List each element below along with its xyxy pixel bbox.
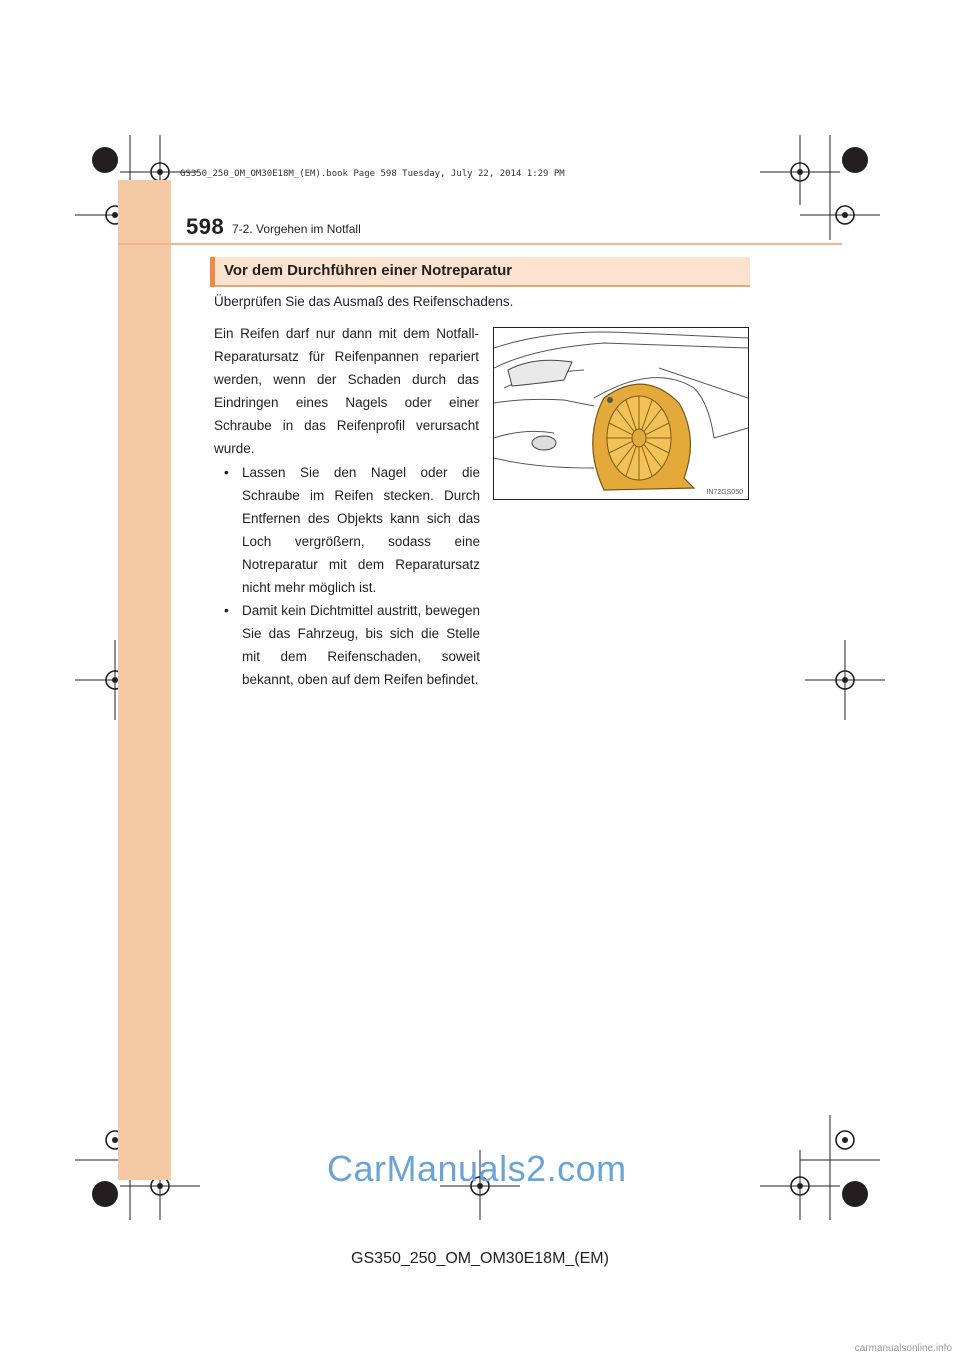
bullet-text: Lassen Sie den Nagel oder die Schraube im Reifen stecken. Durch Entfernen des Objekts kann sich das Loch vergrößern, sodass eine Notreparatur mit dem Reparatursatz nicht mehr möglich ist. bbox=[242, 465, 480, 595]
bullet-list bbox=[214, 461, 480, 691]
chapter-sidebar-tab bbox=[118, 180, 171, 1180]
bullet-text: Damit kein Dichtmittel austritt, bewegen Sie das Fahrzeug, bis sich die Stelle mit dem Reifenschaden, soweit bekannt, oben auf dem Reifen befindet. bbox=[242, 603, 480, 687]
tire-icon bbox=[593, 384, 694, 490]
section-heading-bar bbox=[210, 257, 750, 287]
breadcrumb: 7-2. Vorgehen im Notfall bbox=[232, 222, 361, 236]
flat-tire-figure bbox=[493, 327, 749, 500]
book-info-line: GS350_250_OM_OM30E18M_(EM).book Page 598 Tuesday, July 22, 2014 1:29 PM bbox=[180, 169, 565, 179]
figure-code: IN72GS050 bbox=[706, 489, 743, 496]
page-number: 598 bbox=[186, 214, 225, 239]
list-item bbox=[214, 461, 480, 599]
watermark-secondary: carmanualsonline.info bbox=[854, 1343, 952, 1354]
footer-doc-code: GS350_250_OM_OM30E18M_(EM) bbox=[351, 1250, 609, 1267]
bullet-dot: • bbox=[224, 603, 229, 618]
header-rule bbox=[118, 243, 842, 245]
bullet-dot: • bbox=[224, 465, 229, 480]
list-item bbox=[214, 599, 480, 691]
flat-tire-illustration-icon bbox=[494, 328, 748, 499]
section-accent bbox=[210, 257, 215, 287]
body-paragraph: Ein Reifen darf nur dann mit dem Notfall-Reparatursatz für Reifenpannen repariert werden, wenn der Schaden durch das Eindringen eines Nagels oder einer Schraube in das Reifenprofil verursacht wurde. bbox=[214, 326, 479, 456]
section-title: Vor dem Durchführen einer Notreparatur bbox=[224, 262, 513, 279]
watermark: CarManuals2.com bbox=[327, 1148, 627, 1189]
intro-text: Überprüfen Sie das Ausmaß des Reifenschadens. bbox=[214, 294, 514, 309]
